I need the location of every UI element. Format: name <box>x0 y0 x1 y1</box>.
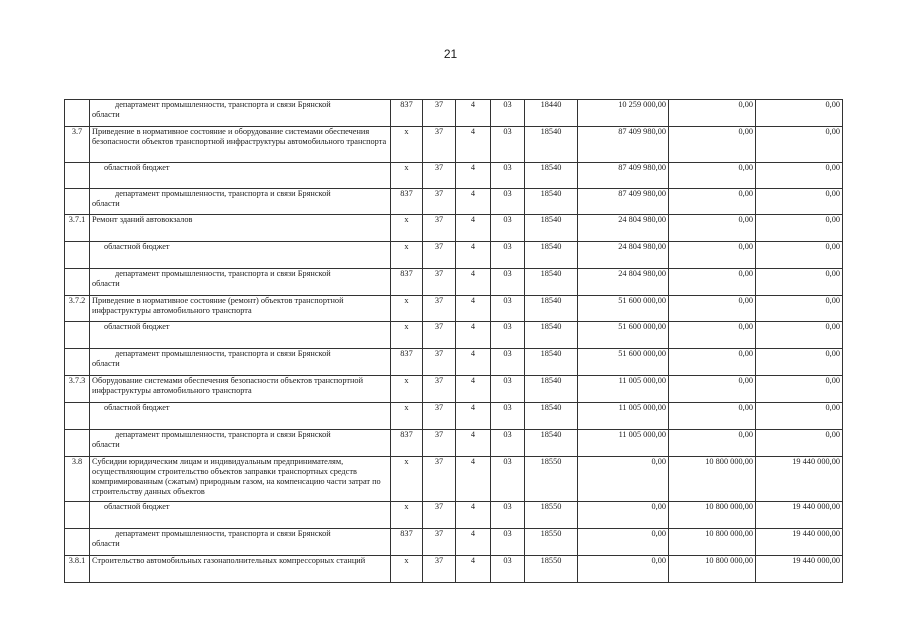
row-name-cell <box>90 269 391 296</box>
code-cell-c5: 18550 <box>525 502 578 529</box>
table-row <box>65 349 843 376</box>
amount-cell-v3: 19 440 000,00 <box>756 529 843 556</box>
amount-cell-v1: 87 409 980,00 <box>578 127 669 163</box>
table-row <box>65 502 843 529</box>
amount-cell-v1: 11 005 000,00 <box>578 376 669 403</box>
amount-cell-v1: 0,00 <box>578 556 669 583</box>
amount-cell-v3: 0,00 <box>756 296 843 322</box>
row-name-line1: департамент промышленности, транспорта и связи Брянской <box>115 529 331 538</box>
code-cell-c1: х <box>391 322 423 349</box>
amount-cell-v1: 0,00 <box>578 529 669 556</box>
code-cell-c3: 4 <box>456 100 491 127</box>
row-name-line1: департамент промышленности, транспорта и связи Брянской <box>115 269 331 278</box>
table-row <box>65 189 843 215</box>
amount-cell-v2: 0,00 <box>669 403 756 430</box>
amount-cell-v1: 11 005 000,00 <box>578 403 669 430</box>
code-cell-c4: 03 <box>491 269 525 296</box>
code-cell-c5: 18540 <box>525 242 578 269</box>
row-number-cell <box>65 403 90 430</box>
code-cell-c1: 837 <box>391 189 423 215</box>
code-cell-c1: х <box>391 457 423 502</box>
row-name-line2: области <box>92 359 120 368</box>
row-number-cell: 3.7.3 <box>65 376 90 403</box>
code-cell-c4: 03 <box>491 127 525 163</box>
row-name-line1: департамент промышленности, транспорта и связи Брянской <box>115 189 331 198</box>
amount-cell-v3: 0,00 <box>756 127 843 163</box>
code-cell-c3: 4 <box>456 322 491 349</box>
code-cell-c3: 4 <box>456 529 491 556</box>
code-cell-c3: 4 <box>456 215 491 242</box>
amount-cell-v1: 87 409 980,00 <box>578 189 669 215</box>
code-cell-c3: 4 <box>456 242 491 269</box>
row-number-cell <box>65 189 90 215</box>
row-number-cell <box>65 529 90 556</box>
row-name-cell <box>90 529 391 556</box>
code-cell-c1: 837 <box>391 430 423 457</box>
table-row <box>65 100 843 127</box>
code-cell-c2: 37 <box>423 430 456 457</box>
amount-cell-v2: 0,00 <box>669 322 756 349</box>
code-cell-c5: 18540 <box>525 269 578 296</box>
code-cell-c3: 4 <box>456 296 491 322</box>
amount-cell-v3: 0,00 <box>756 100 843 127</box>
code-cell-c5: 18540 <box>525 430 578 457</box>
code-cell-c1: х <box>391 242 423 269</box>
row-number-cell <box>65 349 90 376</box>
code-cell-c2: 37 <box>423 189 456 215</box>
code-cell-c2: 37 <box>423 556 456 583</box>
code-cell-c1: 837 <box>391 269 423 296</box>
amount-cell-v2: 0,00 <box>669 242 756 269</box>
code-cell-c1: 837 <box>391 100 423 127</box>
row-name-line2: области <box>92 440 120 449</box>
table-row <box>65 430 843 457</box>
amount-cell-v1: 0,00 <box>578 502 669 529</box>
amount-cell-v1: 51 600 000,00 <box>578 349 669 376</box>
code-cell-c1: х <box>391 556 423 583</box>
amount-cell-v3: 0,00 <box>756 215 843 242</box>
code-cell-c1: х <box>391 403 423 430</box>
code-cell-c5: 18540 <box>525 403 578 430</box>
code-cell-c1: х <box>391 502 423 529</box>
code-cell-c1: 837 <box>391 349 423 376</box>
code-cell-c2: 37 <box>423 457 456 502</box>
amount-cell-v2: 0,00 <box>669 269 756 296</box>
code-cell-c4: 03 <box>491 215 525 242</box>
row-name-line1: департамент промышленности, транспорта и связи Брянской <box>115 100 331 109</box>
code-cell-c5: 18540 <box>525 296 578 322</box>
amount-cell-v3: 0,00 <box>756 430 843 457</box>
table-row <box>65 376 843 403</box>
amount-cell-v1: 87 409 980,00 <box>578 163 669 189</box>
code-cell-c2: 37 <box>423 100 456 127</box>
code-cell-c5: 18540 <box>525 163 578 189</box>
row-name-cell: областной бюджет <box>90 403 391 430</box>
code-cell-c2: 37 <box>423 529 456 556</box>
amount-cell-v2: 0,00 <box>669 296 756 322</box>
amount-cell-v3: 0,00 <box>756 322 843 349</box>
amount-cell-v1: 24 804 980,00 <box>578 269 669 296</box>
table-row <box>65 529 843 556</box>
row-name-cell: областной бюджет <box>90 242 391 269</box>
row-name-line2: области <box>92 110 120 119</box>
code-cell-c5: 18540 <box>525 215 578 242</box>
code-cell-c3: 4 <box>456 189 491 215</box>
row-number-cell <box>65 269 90 296</box>
row-name-cell <box>90 430 391 457</box>
code-cell-c5: 18540 <box>525 322 578 349</box>
amount-cell-v1: 51 600 000,00 <box>578 296 669 322</box>
amount-cell-v2: 0,00 <box>669 127 756 163</box>
code-cell-c4: 03 <box>491 376 525 403</box>
code-cell-c2: 37 <box>423 296 456 322</box>
row-name-cell <box>90 189 391 215</box>
code-cell-c2: 37 <box>423 215 456 242</box>
row-number-cell: 3.8.1 <box>65 556 90 583</box>
code-cell-c5: 18440 <box>525 100 578 127</box>
code-cell-c4: 03 <box>491 349 525 376</box>
code-cell-c2: 37 <box>423 163 456 189</box>
amount-cell-v1: 11 005 000,00 <box>578 430 669 457</box>
code-cell-c1: х <box>391 127 423 163</box>
row-name-cell <box>90 349 391 376</box>
code-cell-c4: 03 <box>491 556 525 583</box>
table-body <box>65 100 843 583</box>
code-cell-c5: 18550 <box>525 457 578 502</box>
code-cell-c4: 03 <box>491 502 525 529</box>
code-cell-c4: 03 <box>491 296 525 322</box>
amount-cell-v1: 24 804 980,00 <box>578 242 669 269</box>
row-number-cell <box>65 502 90 529</box>
code-cell-c4: 03 <box>491 529 525 556</box>
row-number-cell <box>65 163 90 189</box>
amount-cell-v2: 0,00 <box>669 349 756 376</box>
code-cell-c2: 37 <box>423 403 456 430</box>
code-cell-c3: 4 <box>456 556 491 583</box>
row-name-cell: областной бюджет <box>90 322 391 349</box>
amount-cell-v1: 51 600 000,00 <box>578 322 669 349</box>
code-cell-c5: 18540 <box>525 189 578 215</box>
code-cell-c3: 4 <box>456 403 491 430</box>
row-number-cell: 3.7.2 <box>65 296 90 322</box>
amount-cell-v2: 0,00 <box>669 430 756 457</box>
code-cell-c5: 18540 <box>525 127 578 163</box>
code-cell-c2: 37 <box>423 127 456 163</box>
code-cell-c5: 18550 <box>525 556 578 583</box>
code-cell-c1: 837 <box>391 529 423 556</box>
amount-cell-v2: 10 800 000,00 <box>669 457 756 502</box>
row-name-cell: областной бюджет <box>90 502 391 529</box>
table-row <box>65 127 843 163</box>
amount-cell-v2: 0,00 <box>669 189 756 215</box>
amount-cell-v3: 19 440 000,00 <box>756 556 843 583</box>
row-name-cell: областной бюджет <box>90 163 391 189</box>
code-cell-c4: 03 <box>491 100 525 127</box>
amount-cell-v2: 0,00 <box>669 100 756 127</box>
row-name-cell: Приведение в нормативное состояние (ремонт) объектов транспортной инфраструктуры автомобильного транспорта <box>90 296 391 322</box>
amount-cell-v2: 10 800 000,00 <box>669 502 756 529</box>
table-row <box>65 296 843 322</box>
code-cell-c3: 4 <box>456 349 491 376</box>
amount-cell-v1: 0,00 <box>578 457 669 502</box>
amount-cell-v2: 10 800 000,00 <box>669 556 756 583</box>
code-cell-c2: 37 <box>423 376 456 403</box>
code-cell-c3: 4 <box>456 163 491 189</box>
row-name-cell: Приведение в нормативное состояние и оборудование системами обеспечения безопасности объектов транспортной инфраструктуры автомобильного транспорта <box>90 127 391 163</box>
table-row <box>65 163 843 189</box>
row-number-cell <box>65 242 90 269</box>
row-name-line1: департамент промышленности, транспорта и связи Брянской <box>115 430 331 439</box>
amount-cell-v2: 0,00 <box>669 376 756 403</box>
amount-cell-v3: 19 440 000,00 <box>756 502 843 529</box>
table-row <box>65 215 843 242</box>
row-name-cell: Субсидии юридическим лицам и индивидуальным предпринимателям, осуществляющим строительство объектов заправки транспортных средств компримированным (сжатым) природным газом, на компенсацию части затрат по строительству данных объектов <box>90 457 391 502</box>
row-number-cell: 3.7 <box>65 127 90 163</box>
code-cell-c3: 4 <box>456 502 491 529</box>
code-cell-c5: 18540 <box>525 376 578 403</box>
row-name-cell: Строительство автомобильных газонаполнительных компрессорных станций <box>90 556 391 583</box>
table-row <box>65 322 843 349</box>
amount-cell-v3: 0,00 <box>756 403 843 430</box>
code-cell-c2: 37 <box>423 322 456 349</box>
code-cell-c2: 37 <box>423 269 456 296</box>
code-cell-c2: 37 <box>423 349 456 376</box>
table-row <box>65 269 843 296</box>
code-cell-c4: 03 <box>491 403 525 430</box>
table-row <box>65 403 843 430</box>
amount-cell-v3: 0,00 <box>756 242 843 269</box>
amount-cell-v3: 0,00 <box>756 189 843 215</box>
table-row <box>65 242 843 269</box>
amount-cell-v3: 0,00 <box>756 376 843 403</box>
code-cell-c3: 4 <box>456 127 491 163</box>
amount-cell-v3: 0,00 <box>756 163 843 189</box>
code-cell-c5: 18550 <box>525 529 578 556</box>
row-name-cell: Ремонт зданий автовокзалов <box>90 215 391 242</box>
code-cell-c1: х <box>391 163 423 189</box>
amount-cell-v2: 0,00 <box>669 215 756 242</box>
page-number: 21 <box>443 47 458 61</box>
row-name-cell <box>90 100 391 127</box>
amount-cell-v3: 0,00 <box>756 349 843 376</box>
row-number-cell: 3.7.1 <box>65 215 90 242</box>
code-cell-c3: 4 <box>456 269 491 296</box>
code-cell-c4: 03 <box>491 163 525 189</box>
code-cell-c1: х <box>391 215 423 242</box>
row-number-cell <box>65 430 90 457</box>
amount-cell-v3: 0,00 <box>756 269 843 296</box>
code-cell-c3: 4 <box>456 457 491 502</box>
row-name-line2: области <box>92 199 120 208</box>
code-cell-c3: 4 <box>456 376 491 403</box>
code-cell-c5: 18540 <box>525 349 578 376</box>
row-name-line2: области <box>92 539 120 548</box>
row-number-cell: 3.8 <box>65 457 90 502</box>
amount-cell-v1: 24 804 980,00 <box>578 215 669 242</box>
code-cell-c4: 03 <box>491 322 525 349</box>
row-number-cell <box>65 100 90 127</box>
amount-cell-v3: 19 440 000,00 <box>756 457 843 502</box>
table-row <box>65 556 843 583</box>
code-cell-c1: х <box>391 296 423 322</box>
row-name-line2: области <box>92 279 120 288</box>
row-name-line1: департамент промышленности, транспорта и связи Брянской <box>115 349 331 358</box>
code-cell-c2: 37 <box>423 502 456 529</box>
row-name-cell: Оборудование системами обеспечения безопасности объектов транспортной инфраструктуры автомобильного транспорта <box>90 376 391 403</box>
code-cell-c4: 03 <box>491 189 525 215</box>
amount-cell-v1: 10 259 000,00 <box>578 100 669 127</box>
budget-table <box>64 99 843 583</box>
code-cell-c4: 03 <box>491 242 525 269</box>
code-cell-c4: 03 <box>491 457 525 502</box>
table-row <box>65 457 843 502</box>
amount-cell-v2: 10 800 000,00 <box>669 529 756 556</box>
row-number-cell <box>65 322 90 349</box>
code-cell-c2: 37 <box>423 242 456 269</box>
code-cell-c3: 4 <box>456 430 491 457</box>
code-cell-c4: 03 <box>491 430 525 457</box>
amount-cell-v2: 0,00 <box>669 163 756 189</box>
code-cell-c1: х <box>391 376 423 403</box>
